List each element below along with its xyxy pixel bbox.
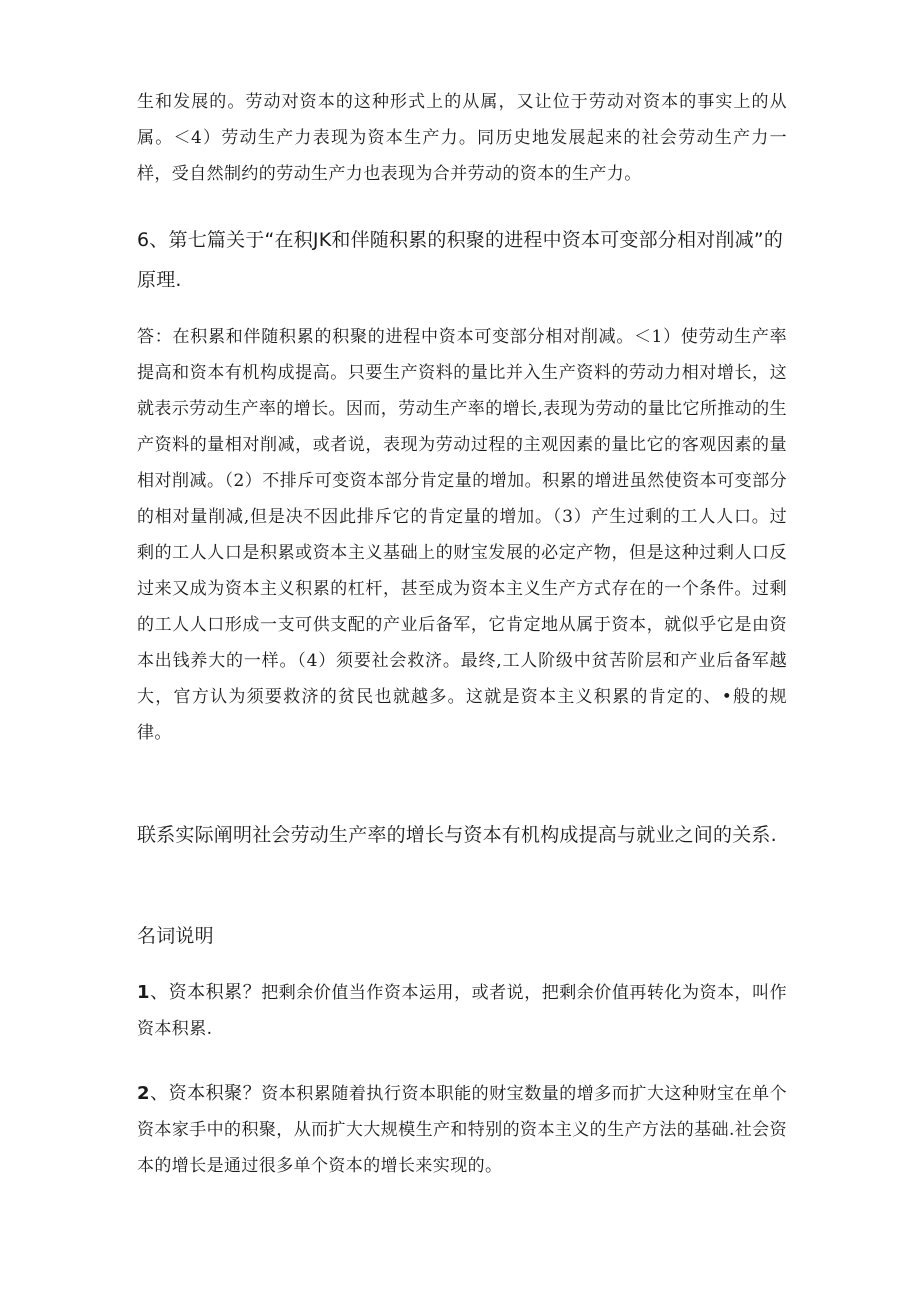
term-definition: 把剩余价值当作资本运用，或者说，把剩余价值再转化为资本，叫作资本积累. <box>137 983 787 1039</box>
answer-paragraph-6: 答：在积累和伴随积累的积聚的进程中资本可变部分相对削减。＜1）使劳动生产率提高和资本有机构成提高。只要生产资料的量比并入生产资料的劳动力相对增长，这就表示劳动生产率的增长。因而，劳动生产率的增长,表现为劳动的量比它所推动的生产资料的量相对削减，或者说，表现为劳动过程的主观因素的量比它的客观因素的量相对削减。（2）不排斥可变资本部分肯定量的增加。积累的增进虽然使资本可变部分的相对量削减,但是决不因此排斥它的肯定量的增加。（3）产生过剩的工人人口。过剩的工人人口是积累或资本主义基础上的财宝发展的必定产物，但是这种过剩人口反过来又成为资本主义积累的杠杆，甚至成为资本主义生产方式存在的一个条件。过剩的工人人口形成一支可供支配的产业后备军，它肯定地从属于资本，就似乎它是由资本出钱养大的一样。（4）须要社会救济。最终,工人阶级中贫苦阶层和产业后备军越大，官方认为须要救济的贫民也就越多。这就是资本主义积累的肯定的、•般的规律。 <box>137 327 787 743</box>
relation-question-heading: 联系实际阐明社会劳动生产率的增长与资本有机构成提高与就业之间的关系. <box>137 824 777 846</box>
term-name: 、资本积累？ <box>149 982 262 1003</box>
terms-section-heading: 名词说明 <box>137 925 214 947</box>
term-name: 、资本积聚？ <box>149 1083 262 1104</box>
term-entry-2 <box>137 1076 787 1184</box>
term-number: 2 <box>137 1083 150 1104</box>
section-heading-6: 6、第七篇关于“在积JK和伴随积累的积聚的进程中资本可变部分相对削减”的原理. <box>137 229 784 291</box>
term-definition: 资本积累随着执行资本职能的财宝数量的增多而扩大这种财宝在单个资本家手中的积聚，从而扩大大规模生产和特别的资本主义的生产方法的基础.社会资本的增长是通过很多单个资本的增长来实现的。 <box>137 1084 787 1176</box>
term-entry-1 <box>137 975 787 1047</box>
term-number: 1 <box>137 982 150 1003</box>
intro-paragraph: 生和发展的。劳动对资本的这种形式上的从属，又让位于劳动对资本的事实上的从属。＜4）劳动生产力表现为资本生产力。同历史地发展起来的社会劳动生产力一样，受自然制约的劳动生产力也表现为合并劳动的资本的生产力。 <box>137 92 787 184</box>
